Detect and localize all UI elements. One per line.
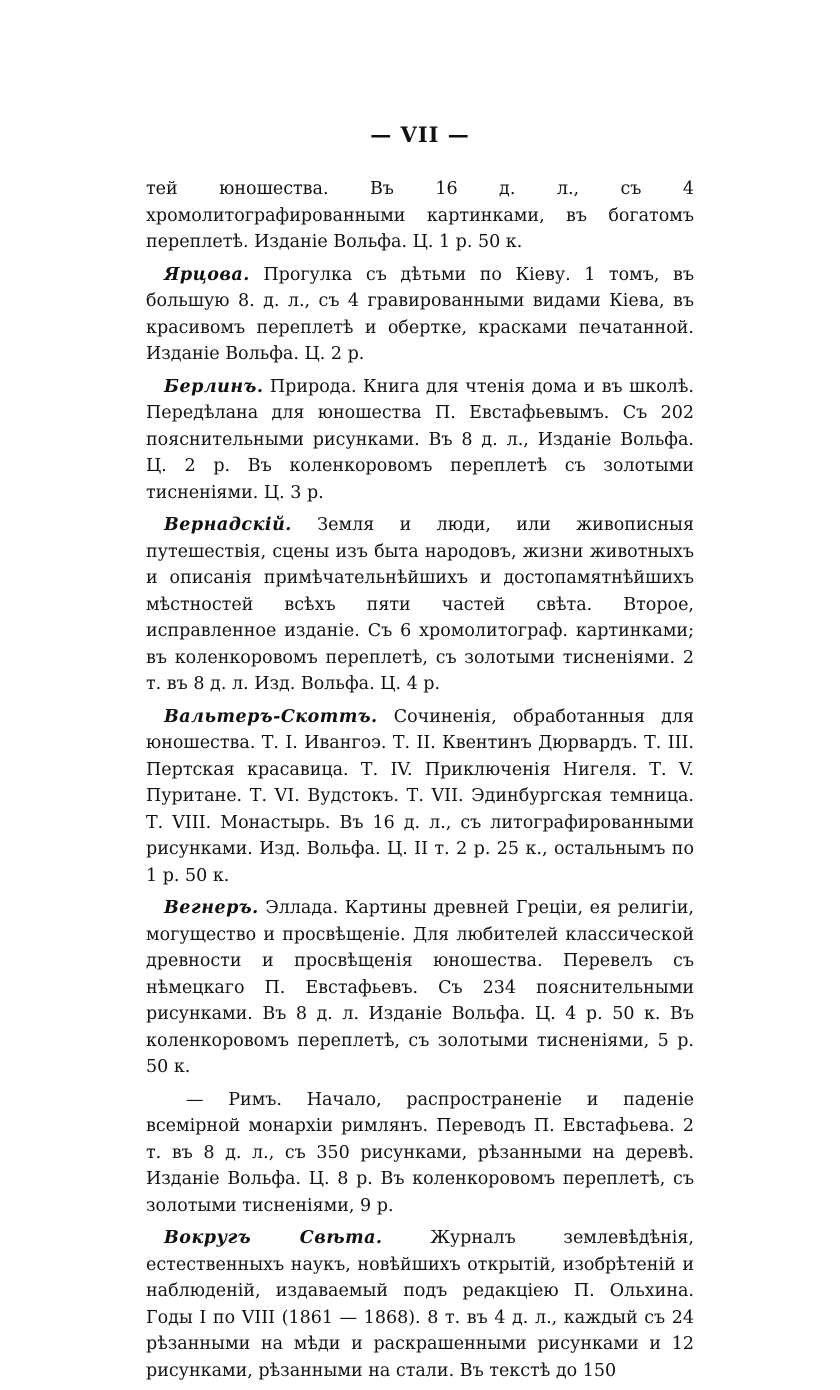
page-number-header: — VII — — [370, 122, 470, 147]
entry-author: Ярцова. — [164, 264, 250, 285]
catalog-entry — [146, 895, 694, 1081]
entry-author: Вокругъ Свѣта. — [164, 1228, 383, 1248]
entry-dash: — — [186, 1089, 204, 1110]
entry-author: Вернадскій. — [164, 515, 292, 535]
entry-text: Сочиненія, обработанныя для юношества. Т. I. Ивангоэ. Т. II. Квентинъ Дюрвардъ. Т. III. Пертская красавица. Т. IV. Приключенія Нигеля. Т. V. Пуритане. Т. VI. Вудстокъ. Т. VII. Эдинбургская темница. Т. VIII. Монастырь. Въ 16 д. л., съ литографированными рисунками. Изд. Вольфа. Ц. II т. 2 р. 25 к., остальнымъ по 1 р. 50 к. — [146, 706, 694, 886]
catalog-entry — [146, 374, 694, 507]
entry-text: тей юношества. Въ 16 д. л., съ 4 хромолитографированными картинками, въ богатомъ переплетѣ. Изданіе Вольфа. Ц. 1 р. 50 к. — [146, 179, 694, 252]
entry-author: Берлинъ. — [164, 376, 264, 397]
catalog-entry — [146, 262, 694, 368]
entry-text: Земля и люди, или живописныя путешествія, сцены изъ быта народовъ, жизни животныхъ и описанія примѣчательнѣйшихъ и достопамятнѣйшихъ мѣстностей всѣхъ пяти частей свѣта. Второе, исправленное изданіе. Съ 6 хромолитограф. картинками; въ коленкоровомъ переплетѣ, съ золотыми тисненіями. 2 т. въ 8 д. л. Изд. Вольфа. Ц. 4 р. — [146, 515, 694, 694]
entry-author: Вальтеръ-Скоттъ. — [164, 706, 378, 727]
catalog-entry — [146, 512, 694, 698]
catalog-entry — [146, 1225, 694, 1384]
catalog-entry — [146, 704, 694, 890]
entry-text: Римъ. Начало, распространеніе и паденіе всемірной монархіи римлянъ. Переводъ П. Евстафьева. 2 т. въ 8 д. л., съ 350 рисунками, рѣзанными на деревѣ. Изданіе Вольфа. Ц. 8 р. Въ коленкоровомъ переплетѣ, съ золотыми тисненіями, 9 р. — [146, 1089, 694, 1216]
entry-author: Вегнеръ. — [164, 898, 259, 918]
catalog-entry-continuation — [146, 176, 694, 256]
entry-text: Эллада. Картины древней Греціи, ея религіи, могущество и просвѣщеніе. Для любителей классической древности и просвѣщенія юношества. Перевелъ съ нѣмецкаго П. Евстафьевъ. Съ 234 пояснительными рисунками. Въ 8 д. л. Изданіе Вольфа. Ц. 4 р. 50 к. Въ коленкоровомъ переплетѣ, съ золотыми тисненіями, 5 р. 50 к. — [146, 898, 694, 1077]
entry-text: Прогулка съ дѣтьми по Кіеву. 1 томъ, въ большую 8. д. л., съ 4 гравированными видами Кіева, въ красивомъ переплетѣ и обертке, красками печатанной. Изданіе Вольфа. Ц. 2 р. — [146, 264, 694, 364]
catalog-entry-same-author — [146, 1087, 694, 1220]
entry-text: Журналъ землевѣдѣнія, естественныхъ наукъ, новѣйшихъ открытій, изобрѣтеній и наблюденій, издаваемый подъ редакціею П. Ольхина. Годы I по VIII (1861 — 1868). 8 т. въ 4 д. л., каждый съ 24 рѣзанными на мѣди и раскрашенными рисунками и 12 рисунками, рѣзанными на стали. Въ текстѣ до 150 — [146, 1228, 694, 1381]
entry-text: Природа. Книга для чтенія дома и въ школѣ. Передѣлана для юношества П. Евстафьевымъ. Съ 202 пояснительными рисунками. Въ 8 д. л., Изданіе Вольфа. Ц. 2 р. Въ коленкоровомъ переплетѣ съ золотыми тисненіями. Ц. 3 р. — [146, 376, 694, 503]
catalog-text — [146, 176, 694, 1390]
